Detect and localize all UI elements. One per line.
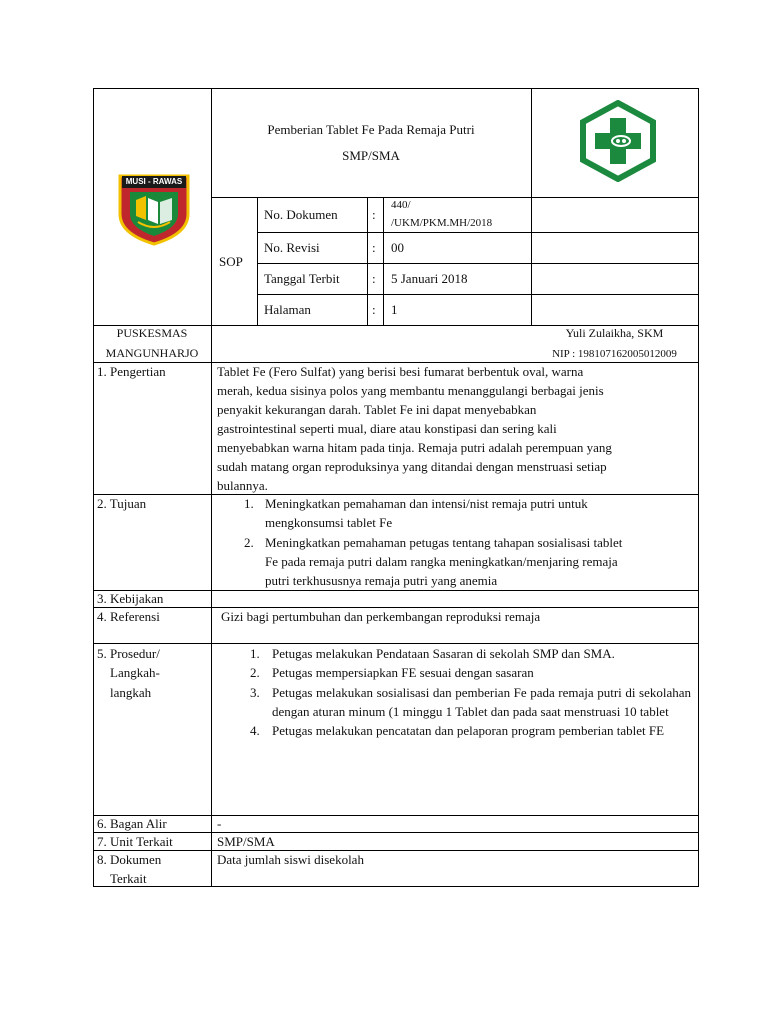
pengertian-line: menyebabkan warna hitam pada tinja. Remaja putri adalah perempuan yang <box>217 440 612 455</box>
musi-rawas-logo <box>116 170 192 246</box>
prosedur-list <box>244 644 691 740</box>
page-sep: : <box>372 302 376 317</box>
puskesmas-name-line2: MANGUNHARJO <box>105 346 199 360</box>
tujuan-item-text: mengkonsumsi tablet Fe <box>265 515 393 530</box>
section-label-prosedur-2: Langkah- <box>110 665 160 680</box>
prosedur-item <box>244 683 691 722</box>
document-title-line2: SMP/SMA <box>342 148 400 163</box>
prosedur-item-number: 4. <box>250 723 260 739</box>
revision-value: 00 <box>391 240 404 255</box>
tujuan-item-text: Meningkatkan pemahaman dan intensi/nist remaja putri untuk <box>265 496 588 511</box>
musi-rawas-logo-text: MUSI - RAWAS <box>125 177 183 186</box>
issue-date-label: Tanggal Terbit <box>264 271 340 286</box>
signatory-name: Yuli Zulaikha, SKM <box>565 326 664 340</box>
section-label-kebijakan: 3. Kebijakan <box>97 591 164 606</box>
bagan-alir-value: - <box>217 816 222 831</box>
prosedur-item-text: Petugas melakukan Pendataan Sasaran di sekolah SMP dan SMA. <box>272 646 615 661</box>
revision-sep: : <box>372 240 376 255</box>
section-label-prosedur-3: langkah <box>110 685 152 700</box>
section-label-pengertian: 1. Pengertian <box>97 364 166 379</box>
issue-date-value: 5 Januari 2018 <box>391 271 468 286</box>
prosedur-item <box>244 721 691 740</box>
document-title-line1: Pemberian Tablet Fe Pada Remaja Putri <box>267 122 475 137</box>
pengertian-line: merah, kedua sisinya polos yang membantu menanggulangi berbagai jenis <box>217 383 604 398</box>
signatory-nip: NIP : 198107162005012009 <box>552 348 677 360</box>
pengertian-line: gastrointestinal seperti mual, diare atau konstipasi dan sering kali <box>217 421 557 436</box>
tujuan-item-text: putri terkhususnya remaja putri yang anemia <box>265 573 498 588</box>
prosedur-item <box>244 663 691 682</box>
sop-label: SOP <box>219 254 243 269</box>
unit-terkait-value: SMP/SMA <box>217 834 275 849</box>
doc-number-label: No. Dokumen <box>264 207 338 222</box>
pengertian-line: penyakit kekurangan darah. Tablet Fe ini dapat menyebabkan <box>217 402 537 417</box>
dokumen-terkait-value: Data jumlah siswi disekolah <box>217 852 364 867</box>
prosedur-item-number: 1. <box>250 646 260 661</box>
tujuan-item-number: 2. <box>244 535 254 550</box>
tujuan-item-text: Fe pada remaja putri dalam rangka meningkatkan/menjaring remaja <box>265 554 618 569</box>
prosedur-item-text: Petugas melakukan pencatatan dan pelaporan program pemberian tablet FE <box>272 723 665 739</box>
pengertian-line: bulannya. <box>217 478 268 493</box>
prosedur-item-text: Petugas melakukan sosialisasi dan pemberian Fe pada remaja putri di sekolahan dengan aturan minum (1 minggu 1 Tablet dan pada saat menstruasi 10 tablet <box>272 684 691 719</box>
section-label-dokumen-terkait: 8. Dokumen <box>97 852 162 867</box>
issue-date-sep: : <box>372 271 376 286</box>
puskesmas-name-line1: PUSKESMAS <box>116 326 188 340</box>
section-label-bagan-alir: 6. Bagan Alir <box>97 816 167 831</box>
puskesmas-logo <box>578 100 658 182</box>
prosedur-item-number: 3. <box>250 684 260 700</box>
section-label-referensi: 4. Referensi <box>97 609 160 624</box>
doc-number-value-line2: /UKM/PKM.MH/2018 <box>391 217 493 229</box>
section-label-prosedur: 5. Prosedur/ <box>97 646 160 661</box>
doc-number-sep: : <box>372 207 376 222</box>
section-label-tujuan: 2. Tujuan <box>97 496 147 511</box>
prosedur-item-text: Petugas mempersiapkan FE sesuai dengan sasaran <box>272 665 534 681</box>
prosedur-item-number: 2. <box>250 665 260 681</box>
prosedur-item <box>244 644 691 663</box>
pengertian-line: Tablet Fe (Fero Sulfat) yang berisi besi fumarat berbentuk oval, warna <box>217 364 584 379</box>
referensi-value: Gizi bagi pertumbuhan dan perkembangan reproduksi remaja <box>221 609 541 624</box>
doc-number-value-line1: 440/ <box>391 199 411 211</box>
page-label: Halaman <box>264 302 311 317</box>
tujuan-item-number: 1. <box>244 496 254 511</box>
section-label-unit-terkait: 7. Unit Terkait <box>97 834 173 849</box>
page-value: 1 <box>391 302 398 317</box>
revision-label: No. Revisi <box>264 240 320 255</box>
tujuan-item-text: Meningkatkan pemahaman petugas tentang tahapan sosialisasi tablet <box>265 535 623 550</box>
pengertian-line: sudah matang organ reproduksinya yang ditandai dengan menstruasi setiap <box>217 459 607 474</box>
section-label-dokumen-terkait-2: Terkait <box>110 871 147 886</box>
